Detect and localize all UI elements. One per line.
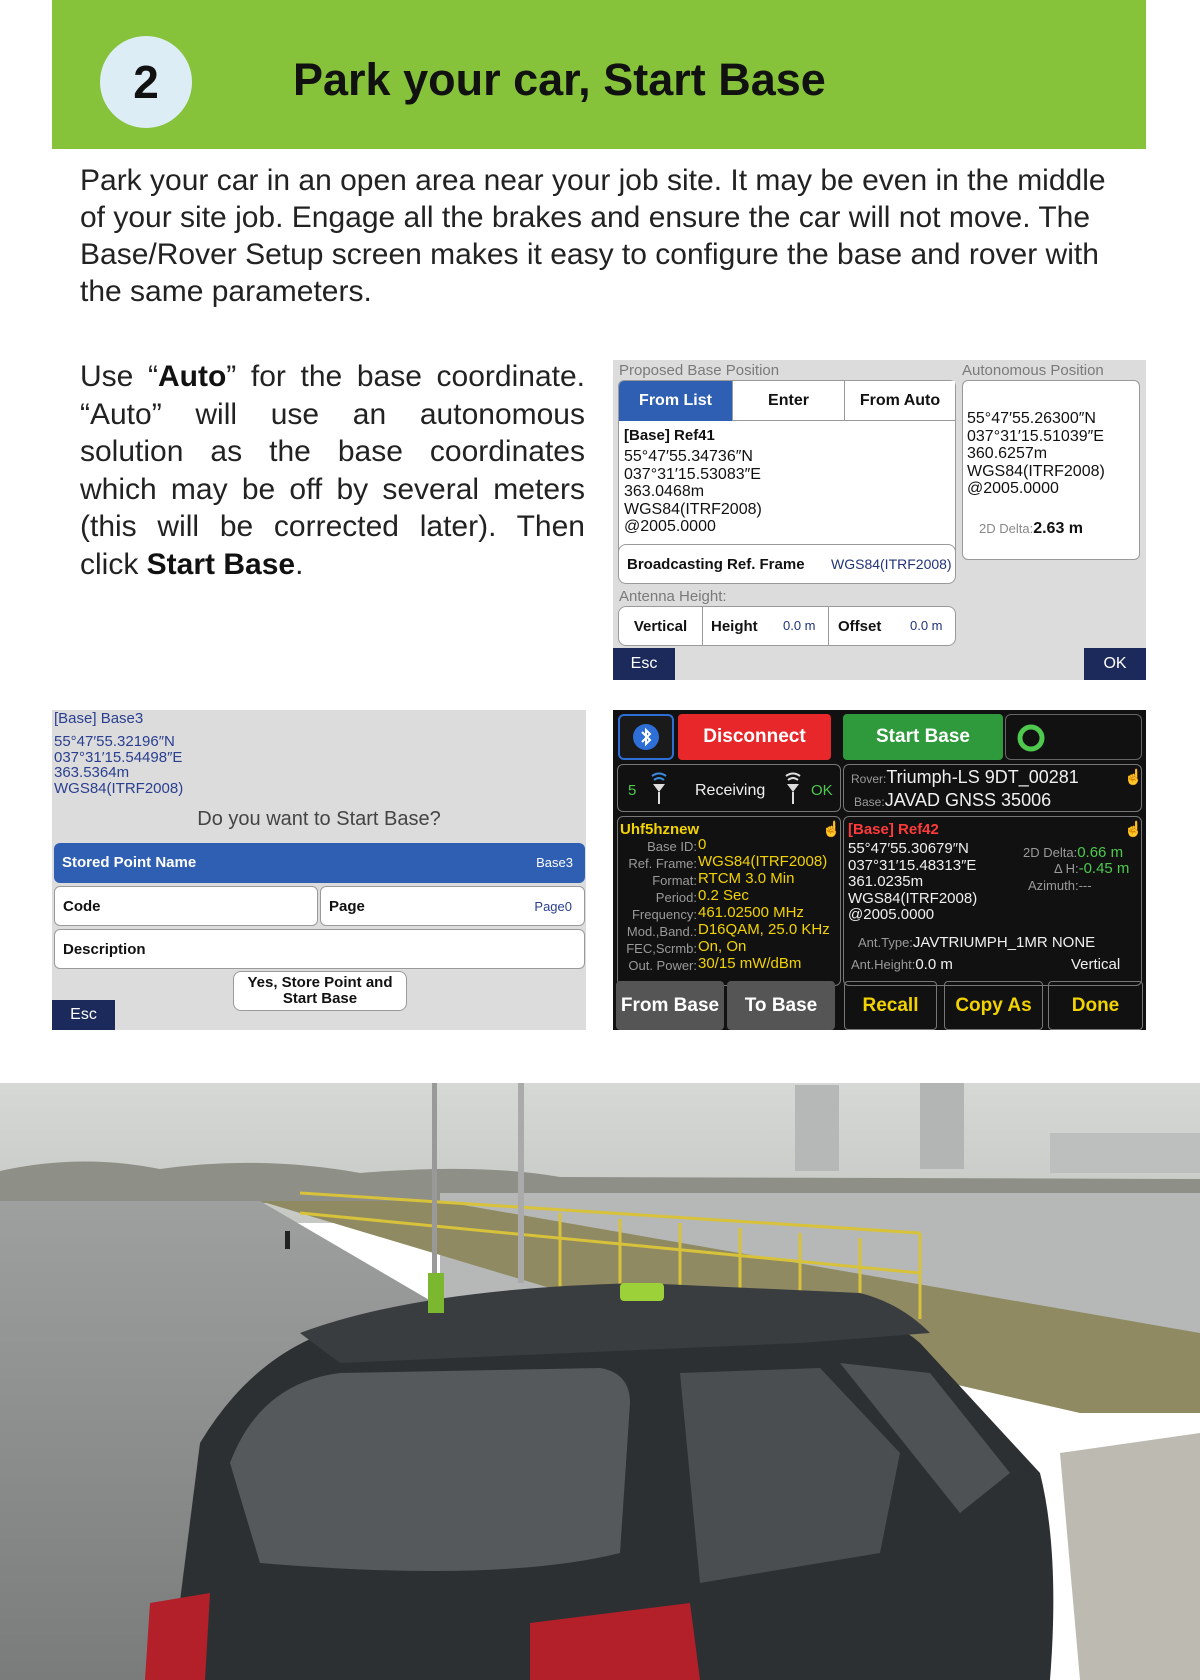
radio-ok: OK [811, 782, 833, 799]
base-coordinates: 55°47′55.30679″N 037°31′15.48313″E 361.0235m WGS84(ITRF2008) @2005.0000 [848, 840, 978, 923]
description-field[interactable] [54, 929, 585, 969]
base-readout: Base:JAVAD GNSS 35006 [854, 790, 1052, 810]
tab-from-auto[interactable]: From Auto [844, 381, 955, 421]
description-label: Description [63, 941, 146, 958]
to-base-button[interactable]: To Base [727, 981, 835, 1030]
disconnect-button[interactable]: Disconnect [678, 714, 831, 760]
page-field[interactable] [320, 886, 585, 926]
radio-name: Uhf5hznew [620, 821, 700, 838]
satellite-count: 5 [628, 782, 637, 799]
stored-label: Stored Point Name [62, 854, 197, 871]
code-field[interactable] [54, 886, 318, 926]
divider [828, 607, 829, 645]
touch-icon: ☝ [822, 821, 841, 838]
step-number: 2 [100, 36, 192, 128]
esc-button[interactable]: Esc [613, 648, 675, 680]
azimuth: Azimuth:--- [1028, 878, 1092, 893]
touch-icon: ☝ [1124, 769, 1143, 786]
antenna-label: Antenna Height: [619, 588, 727, 605]
autonomous-label: Autonomous Position [962, 362, 1104, 379]
offset-value[interactable]: 0.0 m [910, 618, 943, 633]
height-value[interactable]: 0.0 m [783, 618, 816, 633]
page-label: Page [329, 898, 365, 915]
offset-label: Offset [838, 618, 882, 635]
delta-2d: 2D Delta:0.66 m [1023, 844, 1124, 861]
recall-button[interactable]: Recall [844, 981, 937, 1030]
rover-readout: Rover:Triumph-LS 9DT_00281 [851, 767, 1079, 787]
receiving-status: Receiving [695, 782, 766, 799]
car-photo [0, 1083, 1200, 1680]
bluetooth-button[interactable] [618, 714, 674, 760]
frame-label: Broadcasting Ref. Frame [627, 556, 805, 573]
from-base-button[interactable]: From Base [616, 981, 724, 1030]
radio-icon [783, 770, 803, 806]
status-ring-icon [1016, 723, 1046, 753]
frame-value: WGS84(ITRF2008) [831, 556, 952, 572]
esc-button[interactable]: Esc [52, 1000, 115, 1030]
page-title: Park your car, Start Base [293, 54, 826, 105]
copy-as-button[interactable]: Copy As [944, 981, 1043, 1030]
store-and-start-button[interactable]: Yes, Store Point and Start Base [233, 971, 407, 1011]
tab-enter[interactable]: Enter [732, 381, 844, 421]
height-label: Height [711, 618, 758, 635]
proposed-label: Proposed Base Position [619, 362, 780, 379]
antenna-type: Ant.Type:JAVTRIUMPH_1MR NONE [858, 934, 1096, 951]
dialog-question: Do you want to Start Base? [197, 808, 441, 830]
antenna-height: Ant.Height:0.0 m [851, 956, 953, 973]
start-base-button[interactable]: Start Base [843, 714, 1003, 760]
base-position-screen [613, 360, 1146, 680]
autonomous-coordinates: 55°47′55.26300″N 037°31′15.51039″E 360.6257m WGS84(ITRF2008) @2005.0000 [967, 410, 1105, 497]
done-button[interactable]: Done [1048, 981, 1143, 1030]
bluetooth-icon [632, 723, 660, 751]
ok-button[interactable]: OK [1084, 648, 1146, 680]
code-label: Code [63, 898, 101, 915]
tab-from-list[interactable]: From List [619, 381, 732, 421]
status-ring-button[interactable] [1005, 714, 1142, 760]
stored-value: Base3 [536, 855, 573, 870]
touch-icon: ☝ [1124, 821, 1143, 838]
dialog-base-name: [Base] Base3 [54, 710, 144, 727]
vertical-selector[interactable]: Vertical [619, 607, 703, 645]
intro-paragraph: Park your car in an open area near your job site. It may be even in the middle of your site job. Engage all the brakes and ensure the car will not move. The Base/Rover Setup screen makes it easy to configure the base and rover with the same parameters. [80, 164, 1106, 308]
antenna-height-mode: Vertical [1071, 956, 1121, 973]
base-name: [Base] Ref41 [624, 427, 715, 444]
antenna-icon [649, 770, 669, 806]
stored-point-name-field[interactable] [54, 843, 585, 883]
base-coordinates: 55°47′55.34736″N 037°31′15.53083″E 363.0468m WGS84(ITRF2008) @2005.0000 [624, 448, 762, 535]
delta-readout: 2D Delta:2.63 m [979, 520, 1084, 537]
base-rover-setup-screen: Disconnect Start Base 5 Receiving OK Rover:Triumph-LS 9DT_00281 Base:JAVAD GNSS 35006 ☝ Uhf5hznew ☝ Base ID: 0 Ref. Frame: WGS84(ITRF2008) Format: RTCM 3.0 Min Period: 0.2 Sec Frequency: 461.02500 MHz Mod.,Band.: D16QAM, 25.0 KHz FEC,Scrmb: On, On Out. Power: 30/15 mW/dBm [Base] Ref42 ☝ 55°47′55.30679″N 037°31′15.48313″E 361.0235m WGS84(ITRF2008) @2005.0000 2D Delta:0.66 m Δ H:-0.45 m Azimuth:--- Ant.Type:JAVTRIUMPH_1MR NONE Ant.Height:0.0 m Vertical From Base To Base Recall Copy As Done [613, 710, 1146, 1030]
page-value: Page0 [534, 899, 572, 914]
start-base-dialog [52, 710, 586, 1030]
dialog-coordinates: 55°47′55.32196″N 037°31′15.54498″E 363.5364m WGS84(ITRF2008) [54, 733, 184, 797]
broadcast-frame-field[interactable] [618, 544, 956, 584]
base-name: [Base] Ref42 [848, 821, 939, 838]
delta-h: Δ H:-0.45 m [1054, 860, 1130, 877]
auto-paragraph: Use “Auto” for the base coordinate. “Auto” will use an autonomous solution as the base coordinates which may be off by several meters (this will be corrected later). Then click Start Base. [80, 360, 585, 581]
car-photo-illustration [0, 1083, 1200, 1680]
